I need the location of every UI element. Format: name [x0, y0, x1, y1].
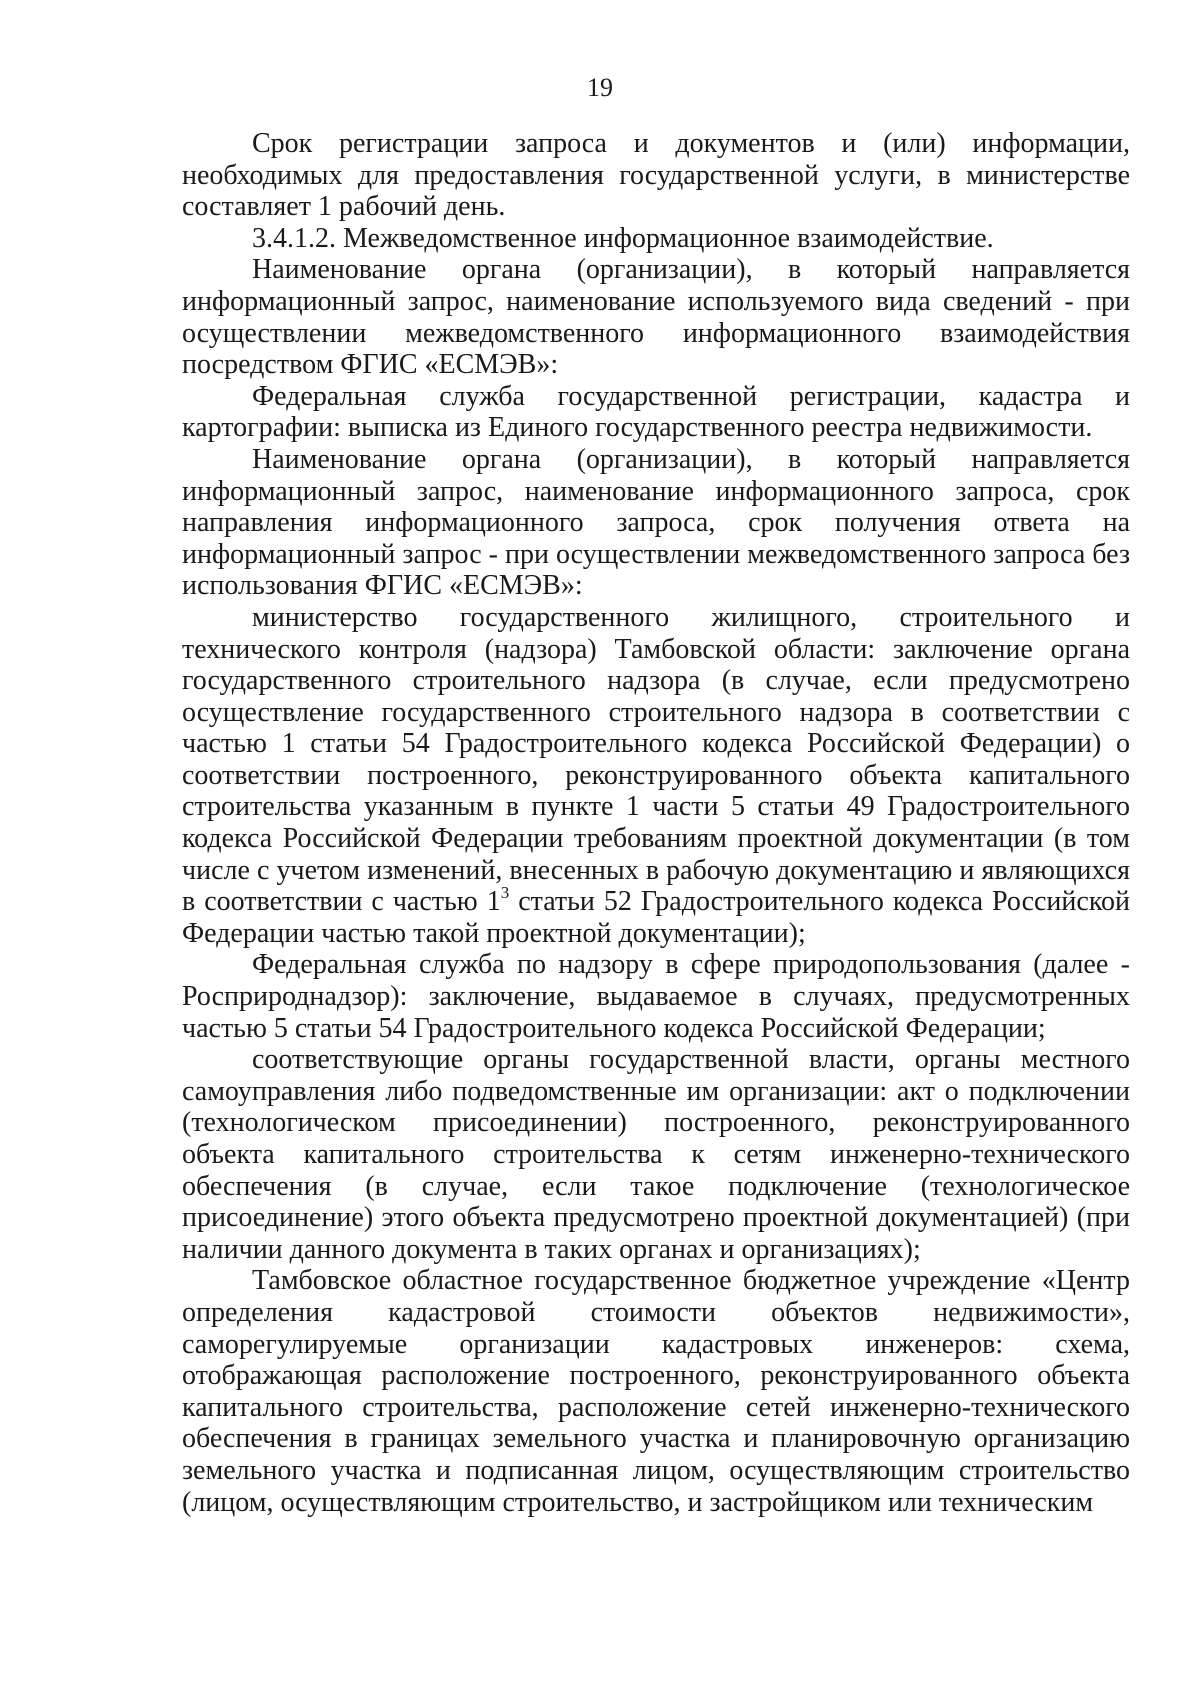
paragraph-text-part: статьи 52 Градостроительного кодекса Российской Федерации частью такой проектной документации);	[182, 886, 1130, 949]
paragraph-cadastral-center: Тамбовское областное государственное бюджетное учреждение «Центр определения кадастровой стоимости объектов недвижимости», саморегулируемые организации кадастровых инженеров: схема, отображающая расположение построенного, реконструированного объекта капитального строительства, расположение сетей инженерно-технического обеспечения в границах земельного участка и планировочную организацию земельного участка и подписанная лицом, осуществляющим строительство (лицом, осуществляющим строительство, и застройщиком или техническим	[182, 1265, 1130, 1518]
paragraph-registration-term: Срок регистрации запроса и документов и (или) информации, необходимых для предоставления государственной услуги, в министерстве составляет 1 рабочий день.	[182, 128, 1130, 223]
superscript-mark: 3	[500, 883, 510, 903]
paragraph-rosreestr: Федеральная служба государственной регистрации, кадастра и картографии: выписка из Единого государственного реестра недвижимости.	[182, 380, 1130, 444]
paragraph-connection-act: соответствующие органы государственной власти, органы местного самоуправления либо подведомственные им организации: акт о подключении (технологическом присоединении) построенного, реконструированного объекта капитального строительства к сетям инженерно-технического обеспечения (в случае, если такое подключение (технологическое присоединение) этого объекта предусмотрено проектной документацией) (при наличии данного документа в таких органах и организациях);	[182, 1044, 1130, 1265]
paragraph-construction-control	[182, 602, 1130, 950]
paragraph-non-esmev-request: Наименование органа (организации), в который направляется информационный запрос, наименование информационного запроса, срок направления информационного запроса, срок получения ответа на информационный запрос - при осуществлении межведомственного запроса без использования ФГИС «ЕСМЭВ»:	[182, 443, 1130, 602]
document-body	[182, 128, 1130, 1518]
paragraph-rosprirodnadzor: Федеральная служба по надзору в сфере природопользования (далее - Росприроднадзор): заключение, выдаваемое в случаях, предусмотренных частью 5 статьи 54 Градостроительного кодекса Российской Федерации;	[182, 949, 1130, 1044]
paragraph-section-3-4-1-2: 3.4.1.2. Межведомственное информационное взаимодействие.	[252, 222, 994, 254]
paragraph-text-part: министерство государственного жилищного, строительного и технического контроля (надзора) Тамбовской области: заключение органа государственного строительного надзора (в случае, если предусмотрено осуществление государственного строительного надзора в соответствии с частью 1 статьи 54 Градостроительного кодекса Российской Федерации) о соответствии построенного, реконструированного объекта капитального строительства указанным в пункте 1 части 5 статьи 49 Градостроительного кодекса Российской Федерации требованиям проектной документации (в том числе с учетом изменений, внесенных в рабочую документацию и являющихся в соответствии с частью 1	[182, 601, 1130, 918]
paragraph-esmev-request: Наименование органа (организации), в который направляется информационный запрос, наименование используемого вида сведений - при осуществлении межведомственного информационного взаимодействия посредством ФГИС «ЕСМЭВ»:	[182, 254, 1130, 381]
page-number: 19	[587, 73, 613, 102]
